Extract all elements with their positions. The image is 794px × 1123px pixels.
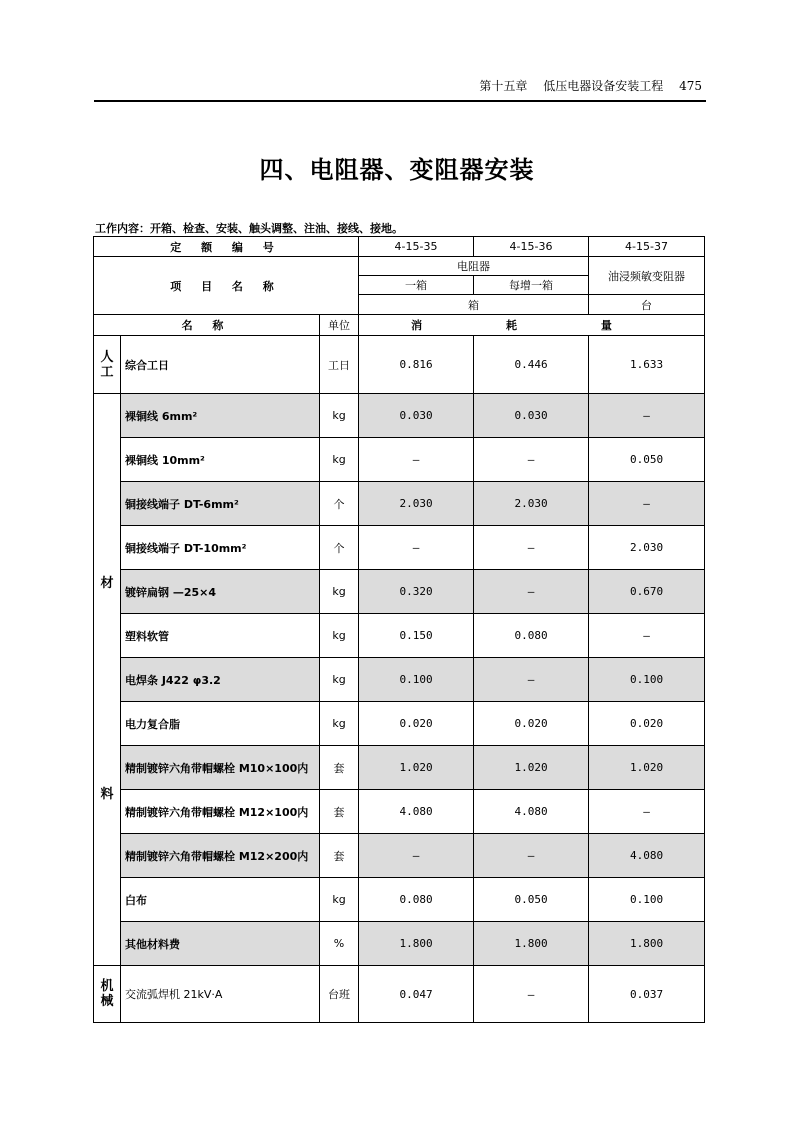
material-value: — — [359, 438, 474, 482]
material-unit: 个 — [320, 526, 359, 570]
material-row — [94, 746, 705, 790]
labor-category: 人工 — [94, 336, 121, 394]
item-name-label: 项 目 名 称 — [94, 257, 359, 315]
material-name: 白布 — [121, 878, 320, 922]
material-value: 0.100 — [589, 658, 705, 702]
material-row — [94, 394, 705, 438]
material-row — [94, 790, 705, 834]
material-row — [94, 658, 705, 702]
material-unit: 套 — [320, 834, 359, 878]
material-value: 1.800 — [359, 922, 474, 966]
unit-column-header: 单位 — [320, 315, 359, 336]
labor-name: 综合工日 — [121, 336, 320, 394]
section-title: 低压电器设备安装工程 — [543, 79, 664, 93]
page-title: 四、电阻器、变阻器安装 — [259, 156, 535, 184]
material-row — [94, 834, 705, 878]
material-value: 4.080 — [589, 834, 705, 878]
quota-table — [93, 236, 705, 1023]
name-column-header: 名 称 — [94, 315, 320, 336]
material-value: 4.080 — [359, 790, 474, 834]
material-unit: % — [320, 922, 359, 966]
page-number: 475 — [679, 79, 702, 93]
unit-label: 台 — [589, 295, 705, 315]
material-value: — — [589, 790, 705, 834]
material-value: 1.020 — [474, 746, 589, 790]
material-value: 0.320 — [359, 570, 474, 614]
quota-label: 定 额 编 号 — [94, 237, 359, 257]
material-row — [94, 922, 705, 966]
material-value: 2.030 — [474, 482, 589, 526]
material-value: 4.080 — [474, 790, 589, 834]
labor-unit: 工日 — [320, 336, 359, 394]
material-value: — — [474, 570, 589, 614]
material-value: 1.020 — [359, 746, 474, 790]
labor-value: 1.633 — [589, 336, 705, 394]
material-value: 0.030 — [474, 394, 589, 438]
rheostat-label: 油浸频敏变阻器 — [589, 257, 705, 295]
material-value: 0.020 — [474, 702, 589, 746]
material-unit: kg — [320, 394, 359, 438]
material-value: 1.020 — [589, 746, 705, 790]
header-rule — [94, 100, 706, 102]
quota-code: 4-15-36 — [474, 237, 589, 257]
material-value: 1.800 — [589, 922, 705, 966]
material-unit: 套 — [320, 746, 359, 790]
material-unit: 套 — [320, 790, 359, 834]
machinery-name: 交流弧焊机 21kV·A — [121, 966, 320, 1023]
material-value: 0.020 — [359, 702, 474, 746]
material-name: 裸铜线 10mm² — [121, 438, 320, 482]
labor-value: 0.446 — [474, 336, 589, 394]
material-name: 精制镀锌六角带帽螺栓 M12×100内 — [121, 790, 320, 834]
material-value: 1.800 — [474, 922, 589, 966]
material-value: 0.050 — [589, 438, 705, 482]
material-name: 精制镀锌六角带帽螺栓 M12×200内 — [121, 834, 320, 878]
material-value: 0.020 — [589, 702, 705, 746]
material-value: 0.100 — [589, 878, 705, 922]
material-name: 铜接线端子 DT-6mm² — [121, 482, 320, 526]
material-value: 2.030 — [359, 482, 474, 526]
material-name: 电力复合脂 — [121, 702, 320, 746]
material-row — [94, 614, 705, 658]
labor-value: 0.816 — [359, 336, 474, 394]
material-unit: kg — [320, 658, 359, 702]
resistor-group: 电阻器 — [359, 257, 589, 276]
consumption-header: 消 耗 量 — [359, 315, 705, 336]
material-value: 0.030 — [359, 394, 474, 438]
material-row — [94, 878, 705, 922]
sub-item: 一箱 — [359, 276, 474, 295]
material-value: — — [589, 394, 705, 438]
material-value: 0.050 — [474, 878, 589, 922]
material-value: — — [359, 834, 474, 878]
material-value: — — [474, 526, 589, 570]
material-value: — — [474, 834, 589, 878]
material-name: 裸铜线 6mm² — [121, 394, 320, 438]
material-row — [94, 482, 705, 526]
material-name: 塑料软管 — [121, 614, 320, 658]
sub-item: 每增一箱 — [474, 276, 589, 295]
machinery-value: — — [474, 966, 589, 1023]
material-row — [94, 570, 705, 614]
material-row — [94, 702, 705, 746]
chapter-label: 第十五章 — [479, 79, 528, 93]
machinery-category: 机械 — [94, 966, 121, 1023]
material-name: 电焊条 J422 φ3.2 — [121, 658, 320, 702]
material-name: 其他材料费 — [121, 922, 320, 966]
running-head — [467, 77, 702, 94]
machinery-unit: 台班 — [320, 966, 359, 1023]
materials-body — [94, 394, 705, 966]
material-row — [94, 526, 705, 570]
material-value: — — [474, 658, 589, 702]
material-unit: 个 — [320, 482, 359, 526]
unit-label: 箱 — [359, 295, 589, 315]
material-value: — — [589, 482, 705, 526]
material-name: 铜接线端子 DT-10mm² — [121, 526, 320, 570]
quota-code: 4-15-35 — [359, 237, 474, 257]
material-unit: kg — [320, 878, 359, 922]
material-value: 0.080 — [474, 614, 589, 658]
material-value: 2.030 — [589, 526, 705, 570]
quota-code: 4-15-37 — [589, 237, 705, 257]
material-value: — — [474, 438, 589, 482]
material-value: — — [359, 526, 474, 570]
machinery-value: 0.037 — [589, 966, 705, 1023]
machinery-value: 0.047 — [359, 966, 474, 1023]
material-value: 0.100 — [359, 658, 474, 702]
work-content: 工作内容：开箱、检查、安装、触头调整、注油、接线、接地。 — [95, 222, 403, 235]
material-unit: kg — [320, 570, 359, 614]
material-value: 0.670 — [589, 570, 705, 614]
materials-category: 材 料 — [94, 394, 121, 966]
material-unit: kg — [320, 702, 359, 746]
material-unit: kg — [320, 614, 359, 658]
material-unit: kg — [320, 438, 359, 482]
material-row — [94, 438, 705, 482]
material-value: 0.080 — [359, 878, 474, 922]
material-value: — — [589, 614, 705, 658]
material-name: 精制镀锌六角带帽螺栓 M10×100内 — [121, 746, 320, 790]
material-value: 0.150 — [359, 614, 474, 658]
material-name: 镀锌扁钢 —25×4 — [121, 570, 320, 614]
